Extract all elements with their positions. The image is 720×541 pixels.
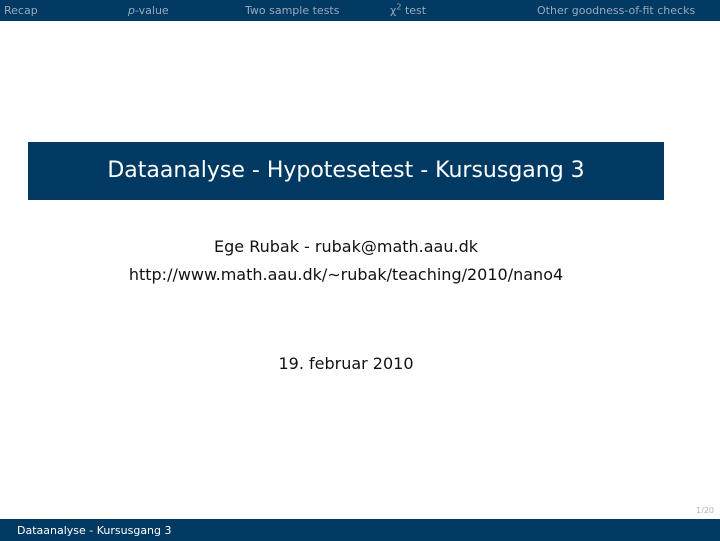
nav-item-p-value-label: -value (134, 4, 169, 17)
slide-title-box (28, 142, 664, 200)
slide-date: 19. februar 2010 (278, 354, 414, 373)
nav-item-p-value-prefix: p (128, 4, 135, 17)
slide-url: http://www.math.aau.dk/∼rubak/teaching/2010/nano4 (128, 265, 564, 284)
nav-item-chi-label: test (401, 4, 427, 17)
top-navigation-bar (0, 0, 720, 21)
footer-bar (0, 519, 720, 541)
slide-title: Dataanalyse - Hypotesetest - Kursusgang 3 (107, 158, 585, 183)
nav-item-chi-squared-test[interactable] (390, 4, 426, 17)
page-number: 1/20 (696, 506, 714, 515)
nav-item-two-sample-tests[interactable]: Two sample tests (245, 4, 340, 17)
nav-item-chi-superscript: 2 (396, 2, 402, 12)
footer-title: Dataanalyse - Kursusgang 3 (17, 524, 172, 537)
nav-item-chi-symbol: χ (390, 4, 397, 17)
slide-author: Ege Rubak - rubak@math.aau.dk (214, 237, 478, 256)
nav-item-recap[interactable]: Recap (4, 4, 38, 17)
nav-item-p-value[interactable] (128, 4, 169, 17)
nav-item-other-goodness-of-fit-checks[interactable]: Other goodness-of-fit checks (537, 4, 696, 17)
